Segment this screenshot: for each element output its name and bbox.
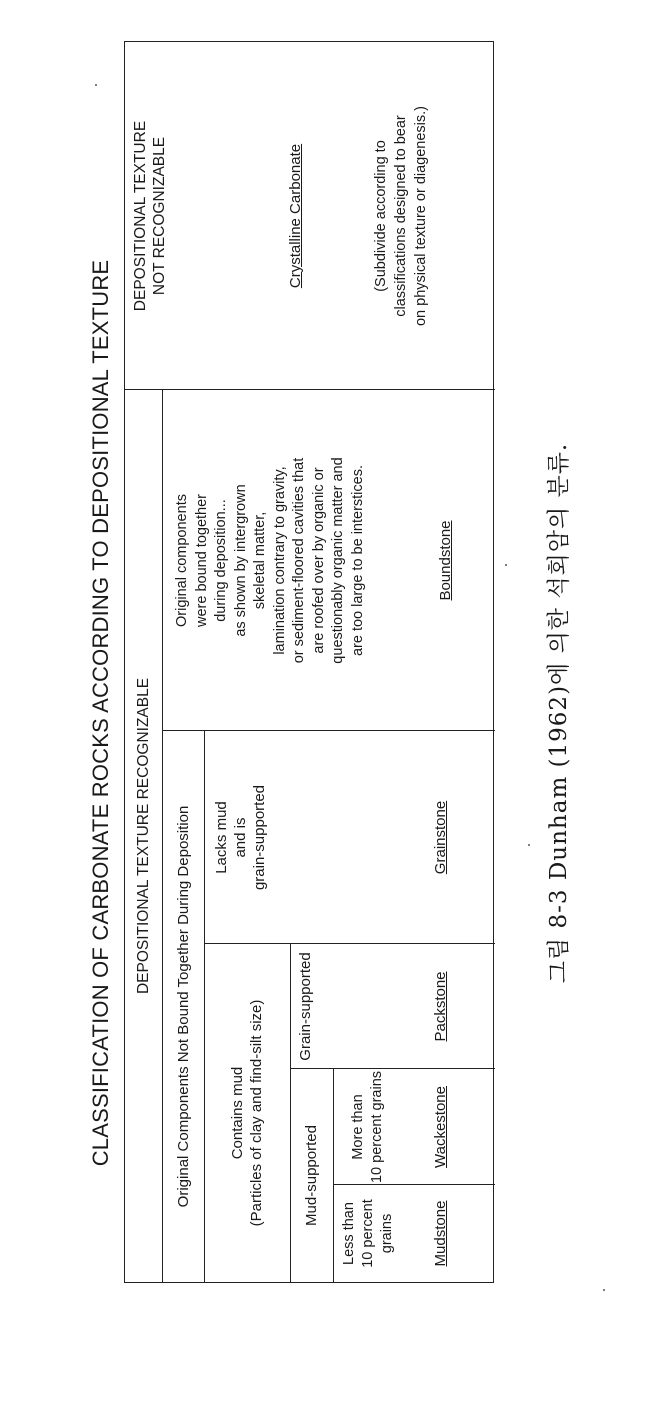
boundstone-label <box>425 390 465 731</box>
mudstone-name: Mudstone <box>431 1200 449 1267</box>
scan-speck <box>528 844 530 846</box>
figure-caption: 그림 8-3 Dunham (1962)에 의한 석회암의 분류. <box>546 442 572 984</box>
contains-mud-cell: Contains mud (Particles of clay and find-silt size) <box>229 999 265 1227</box>
subdivide-note: (Subdivide according to classifications designed to bear on physical texture or diagenesis.) <box>373 105 429 327</box>
recognizable-header: DEPOSITIONAL TEXTURE RECOGNIZABLE <box>135 677 152 995</box>
crystalline-name: Crystalline Carbonate <box>286 143 304 289</box>
wackestone-label <box>415 1069 465 1185</box>
grain-supported-cell: Grain-supported <box>297 952 314 1061</box>
scan-speck <box>505 564 507 566</box>
more-than-cell: More than 10 percent grains <box>350 1070 385 1184</box>
less-than-cell: Less than 10 percent grains <box>340 1199 395 1268</box>
scan-speck <box>95 84 97 86</box>
scan-speck <box>603 1289 605 1291</box>
packstone-label <box>415 944 465 1069</box>
not-recognizable-header: DEPOSITIONAL TEXTURE NOT RECOGNIZABLE <box>132 120 168 312</box>
mudstone-label <box>415 1185 465 1282</box>
wackestone-name: Wackestone <box>431 1086 449 1168</box>
packstone-name: Packstone <box>431 971 449 1042</box>
grainstone-name: Grainstone <box>431 800 449 875</box>
bound-description: Original components were bound together during deposition... as shown by intergrown skeletal matter, lamination contrary to gravity, or sediment-floored cavities that are roofed over by organic or questionably organic matter and are too large to be interstices. <box>174 457 366 664</box>
page-title: CLASSIFICATION OF CARBONATE ROCKS ACCORDING TO DEPOSITIONAL TEXTURE <box>88 259 113 1167</box>
grainstone-label <box>415 731 465 944</box>
classification-table <box>124 41 494 1283</box>
not-bound-header: Original Components Not Bound Together During Deposition <box>174 805 192 1208</box>
mud-supported-cell: Mud-supported <box>303 1125 320 1226</box>
boundstone-name: Boundstone <box>436 520 454 601</box>
crystalline-label <box>275 42 315 390</box>
lacks-mud-cell: Lacks mud and is grain-supported <box>213 784 268 891</box>
